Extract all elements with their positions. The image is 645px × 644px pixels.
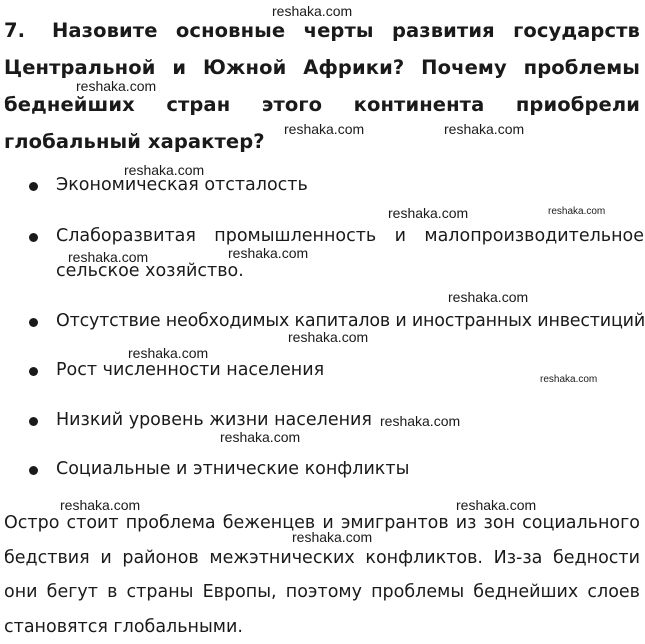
bullet-icon	[29, 417, 38, 426]
watermark: reshaka.com	[548, 206, 606, 217]
watermark: reshaka.com	[76, 78, 157, 94]
watermark: reshaka.com	[456, 497, 537, 513]
watermark: reshaka.com	[444, 121, 525, 137]
list-item-text: Отсутствие необходимых капиталов и иностранных инвестиций	[56, 311, 645, 331]
watermark: reshaka.com	[272, 3, 353, 19]
question-text: Назовите основные черты развития государств Центральной и Южной Африки? Почему проблемы беднейших стран этого континента приобрели глобальный характер?	[4, 19, 640, 153]
watermark: reshaka.com	[288, 329, 369, 345]
watermark: reshaka.com	[388, 205, 469, 221]
watermark: reshaka.com	[124, 162, 205, 178]
bullet-icon	[29, 182, 38, 191]
watermark: reshaka.com	[220, 429, 301, 445]
answer-paragraph: Остро стоит проблема беженцев и эмигрантов из зон социального бедствия и районов межэтнических конфликтов. Из-за бедности они бегут в страны Европы, поэтому проблемы беднейших слоев становятся глобальными.	[4, 513, 640, 637]
watermark: reshaka.com	[540, 374, 598, 385]
list-item-text: Экономическая отсталость	[56, 175, 308, 195]
list-item	[26, 168, 644, 203]
watermark: reshaka.com	[128, 345, 209, 361]
list-item-text: Низкий уровень жизни населения	[56, 410, 372, 430]
bullet-icon	[29, 466, 38, 475]
watermark: reshaka.com	[60, 497, 141, 513]
question-number: 7.	[4, 19, 26, 42]
bullet-icon	[29, 367, 38, 376]
watermark: reshaka.com	[448, 289, 529, 305]
list-item	[26, 403, 644, 438]
watermark: reshaka.com	[68, 249, 149, 265]
bullet-icon	[29, 233, 38, 242]
watermark: reshaka.com	[380, 413, 461, 429]
list-item-text: Социальные и этнические конфликты	[56, 459, 410, 479]
watermark: reshaka.com	[284, 121, 365, 137]
list-item-text: Рост численности населения	[56, 360, 325, 380]
bullet-icon	[29, 318, 38, 327]
watermark: reshaka.com	[228, 245, 309, 261]
list-item-text: Слаборазвитая промышленность и малопроизводительное сельское хозяйство.	[56, 226, 644, 281]
watermark: reshaka.com	[292, 529, 373, 545]
list-item	[26, 452, 644, 487]
